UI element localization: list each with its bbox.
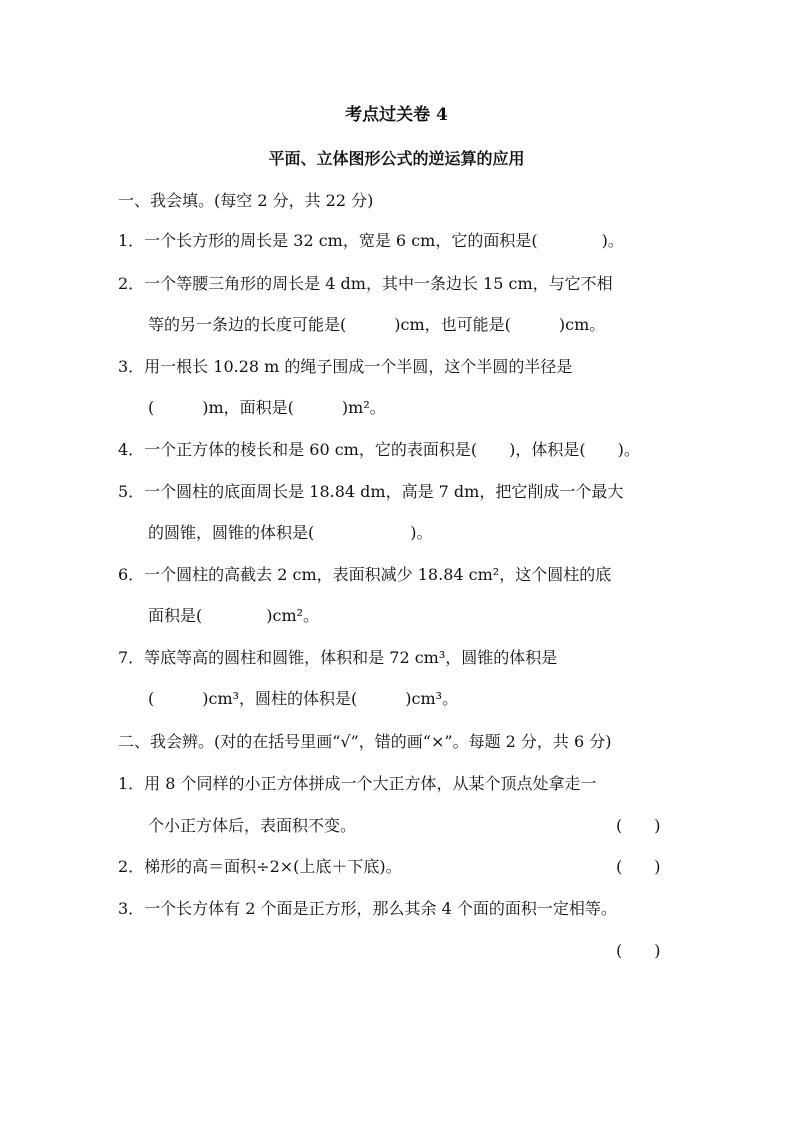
s1-question-3-line1: 3．用一根长 10.28 m 的绳子围成一个半圆，这个半圆的半径是 [118,357,573,376]
s2-question-2: 2．梯形的高＝面积÷2×(上底＋下底)。 [118,857,402,876]
page-title: 考点过关卷 4 [345,105,448,125]
s2-answer-bracket-1: ( ) [616,816,661,835]
s1-question-2-line2: 等的另一条边的长度可能是( )cm，也可能是( )cm。 [148,315,606,334]
s1-question-5-line2: 的圆锥，圆锥的体积是( )。 [148,523,433,542]
section2-heading: 二、我会辨。(对的在括号里画“√”，错的画“×”。每题 2 分，共 6 分) [118,732,612,751]
s1-question-7-line2: ( )cm³，圆柱的体积是( )cm³。 [148,689,459,708]
s1-question-7-line1: 7．等底等高的圆柱和圆锥，体积和是 72 cm³，圆锥的体积是 [118,648,558,667]
section1-heading: 一、我会填。(每空 2 分，共 22 分) [118,191,374,210]
s1-question-3-line2: ( )m，面积是( )m²。 [148,398,386,417]
s1-question-6-line1: 6．一个圆柱的高截去 2 cm，表面积减少 18.84 cm²，这个圆柱的底 [118,565,612,584]
s2-answer-bracket-3: ( ) [616,941,661,960]
s1-question-2-line1: 2．一个等腰三角形的周长是 4 dm，其中一条边长 15 cm，与它不相 [118,274,613,293]
s1-question-1: 1．一个长方形的周长是 32 cm，宽是 6 cm，它的面积是( )。 [118,231,624,250]
s2-question-1-line2: 个小正方体后，表面积不变。 [148,816,357,835]
s1-question-4: 4．一个正方体的棱长和是 60 cm，它的表面积是( )，体积是( )。 [118,440,640,459]
s2-question-1-line1: 1．用 8 个同样的小正方体拼成一个大正方体，从某个顶点处拿走一 [118,774,597,793]
s2-question-3: 3．一个长方体有 2 个面是正方形，那么其余 4 个面的面积一定相等。 [118,899,617,918]
s1-question-5-line1: 5．一个圆柱的底面周长是 18.84 dm，高是 7 dm，把它削成一个最大 [118,482,624,501]
s2-answer-bracket-2: ( ) [616,857,661,876]
s1-question-6-line2: 面积是( )cm²。 [148,606,320,625]
page-subtitle: 平面、立体图形公式的逆运算的应用 [268,149,525,168]
